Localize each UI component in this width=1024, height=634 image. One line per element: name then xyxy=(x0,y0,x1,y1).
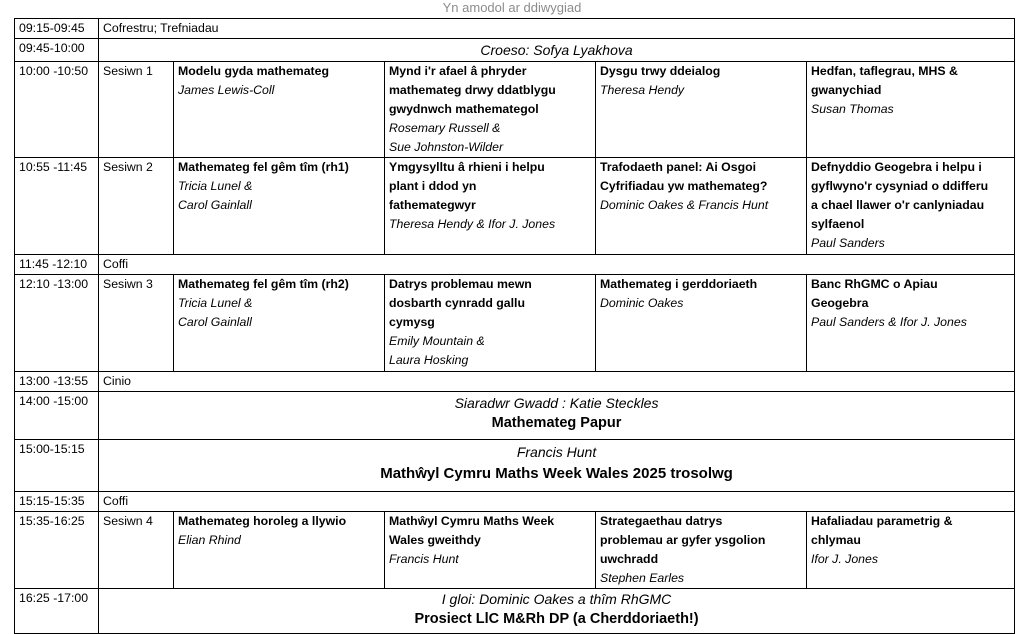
talk-title: Mathemateg fel gêm tîm (rh2) xyxy=(178,277,349,291)
speaker-name: Tricia Lunel & xyxy=(178,179,253,193)
talk-title: Mathemateg horoleg a llywio xyxy=(178,514,347,528)
talk-title: gwanychiad xyxy=(811,83,882,97)
session-cell: Sesiwn 2 xyxy=(99,158,174,255)
time-cell: 16:25 -17:00 xyxy=(15,589,99,634)
time-cell: 09:45-10:00 xyxy=(15,39,99,62)
speaker-name: James Lewis-Coll xyxy=(178,83,275,97)
speaker-name: Dominic Oakes & Francis Hunt xyxy=(600,198,769,212)
keynote-title: Mathemateg Papur xyxy=(491,415,622,431)
talk-cell xyxy=(385,512,596,589)
table-row xyxy=(15,62,1015,158)
keynote-speaker: Siaradwr Gwadd : Katie Steckles xyxy=(454,395,659,411)
time-cell: 15:35-16:25 xyxy=(15,512,99,589)
talk-cell xyxy=(385,62,596,158)
speaker-name: Stephen Earles xyxy=(600,571,685,585)
table-row xyxy=(15,39,1015,62)
time-cell: 14:00 -15:00 xyxy=(15,392,99,440)
break-cell: Coffi xyxy=(99,255,1015,275)
overview-speaker: Francis Hunt xyxy=(516,444,597,460)
lunch-cell: Cinio xyxy=(99,372,1015,392)
talk-title: gyflwyno'r cysyniad o ddifferu xyxy=(811,179,989,193)
speaker-name: Rosemary Russell & xyxy=(389,121,501,135)
speaker-name: Paul Sanders xyxy=(811,236,885,250)
session-cell: Sesiwn 3 xyxy=(99,275,174,372)
talk-cell xyxy=(385,158,596,255)
break-cell: Coffi xyxy=(99,492,1015,512)
speaker-name: Sue Johnston-Wilder xyxy=(389,140,504,154)
closing-title: Prosiect LlC M&Rh DP (a Cherddoriaeth!) xyxy=(414,611,699,627)
time-cell: 10:55 -11:45 xyxy=(15,158,99,255)
table-row xyxy=(15,255,1015,275)
talk-title: Trafodaeth panel: Ai Osgoi xyxy=(600,160,757,174)
overview-cell xyxy=(99,440,1015,492)
time-cell: 11:45 -12:10 xyxy=(15,255,99,275)
talk-cell xyxy=(174,158,385,255)
talk-title: Banc RhGMC o Apiau xyxy=(811,277,938,291)
talk-title: plant i ddod yn xyxy=(389,179,477,193)
speaker-name: Elian Rhind xyxy=(178,533,241,547)
table-row xyxy=(15,275,1015,372)
speaker-name: Ifor J. Jones xyxy=(811,552,878,566)
talk-title: a chael llawer o'r canlyniadau xyxy=(811,198,985,212)
talk-title: Geogebra xyxy=(811,296,869,310)
talk-cell xyxy=(596,158,807,255)
closing-cell xyxy=(99,589,1015,634)
overview-title: Mathŵyl Cymru Maths Week Wales 2025 trosolwg xyxy=(380,465,733,482)
talk-cell xyxy=(174,62,385,158)
session-cell: Sesiwn 1 xyxy=(99,62,174,158)
talk-title: Mathemateg i gerddoriaeth xyxy=(600,277,758,291)
table-row xyxy=(15,158,1015,255)
registration-cell: Cofrestru; Trefniadau xyxy=(99,19,1015,39)
talk-title: gwydnwch mathemategol xyxy=(389,102,539,116)
talk-cell xyxy=(807,275,1015,372)
talk-cell xyxy=(174,275,385,372)
talk-title: Hedfan, taflegrau, MHS & xyxy=(811,64,958,78)
talk-title: Wales gweithdy xyxy=(389,533,481,547)
speaker-name: Paul Sanders & Ifor J. Jones xyxy=(811,315,967,329)
talk-title: Mathemateg fel gêm tîm (rh1) xyxy=(178,160,349,174)
table-row xyxy=(15,589,1015,634)
time-cell: 13:00 -13:55 xyxy=(15,372,99,392)
talk-title: Ymgysylltu â rhieni i helpu xyxy=(389,160,545,174)
talk-cell xyxy=(596,62,807,158)
speaker-name: Carol Gainlall xyxy=(178,198,252,212)
talk-title: Mynd i'r afael â phryder xyxy=(389,64,527,78)
talk-title: Hafaliadau parametrig & xyxy=(811,514,953,528)
time-cell: 09:15-09:45 xyxy=(15,19,99,39)
table-row xyxy=(15,512,1015,589)
speaker-name: Susan Thomas xyxy=(811,102,894,116)
talk-cell xyxy=(174,512,385,589)
talk-cell xyxy=(807,158,1015,255)
speaker-name: Carol Gainlall xyxy=(178,315,252,329)
talk-cell xyxy=(596,275,807,372)
table-row xyxy=(15,492,1015,512)
talk-title: chlymau xyxy=(811,533,861,547)
talk-title: Defnyddio Geogebra i helpu i xyxy=(811,160,982,174)
talk-title: Strategaethau datrys xyxy=(600,514,723,528)
talk-title: Dysgu trwy ddeialog xyxy=(600,64,721,78)
time-cell: 15:00-15:15 xyxy=(15,440,99,492)
talk-title: Modelu gyda mathemateg xyxy=(178,64,330,78)
talk-cell xyxy=(385,275,596,372)
table-row xyxy=(15,372,1015,392)
table-row xyxy=(15,19,1015,39)
time-cell: 12:10 -13:00 xyxy=(15,275,99,372)
speaker-name: Dominic Oakes xyxy=(600,296,684,310)
talk-title: uwchradd xyxy=(600,552,659,566)
talk-title: problemau ar gyfer ysgolion xyxy=(600,533,766,547)
table-row xyxy=(15,392,1015,440)
speaker-name: Tricia Lunel & xyxy=(178,296,253,310)
talk-title: Mathŵyl Cymru Maths Week xyxy=(389,514,555,528)
talk-cell xyxy=(596,512,807,589)
table-row xyxy=(15,440,1015,492)
welcome-text: Croeso: Sofya Lyakhova xyxy=(480,42,633,58)
speaker-name: Theresa Hendy xyxy=(600,83,685,97)
talk-title: Cyfrifiadau yw mathemateg? xyxy=(600,179,768,193)
welcome-cell xyxy=(99,39,1015,62)
speaker-name: Laura Hosking xyxy=(389,353,469,367)
time-cell: 15:15-15:35 xyxy=(15,492,99,512)
draft-notice: Yn amodol ar ddiwygiad xyxy=(442,0,582,15)
speaker-name: Francis Hunt xyxy=(389,552,459,566)
talk-cell xyxy=(807,62,1015,158)
closing-speaker: I gloi: Dominic Oakes a thîm RhGMC xyxy=(441,591,672,607)
time-cell: 10:00 -10:50 xyxy=(15,62,99,158)
talk-cell xyxy=(807,512,1015,589)
talk-title: cymysg xyxy=(389,315,435,329)
session-cell: Sesiwn 4 xyxy=(99,512,174,589)
talk-title: mathemateg drwy ddatblygu xyxy=(389,83,556,97)
keynote-cell xyxy=(99,392,1015,440)
speaker-name: Emily Mountain & xyxy=(389,334,485,348)
speaker-name: Theresa Hendy & Ifor J. Jones xyxy=(389,217,556,231)
talk-title: sylfaenol xyxy=(811,217,865,231)
schedule-table xyxy=(14,18,1015,634)
talk-title: Datrys problemau mewn xyxy=(389,277,532,291)
talk-title: dosbarth cynradd gallu xyxy=(389,296,525,310)
talk-title: fathemategwyr xyxy=(389,198,476,212)
